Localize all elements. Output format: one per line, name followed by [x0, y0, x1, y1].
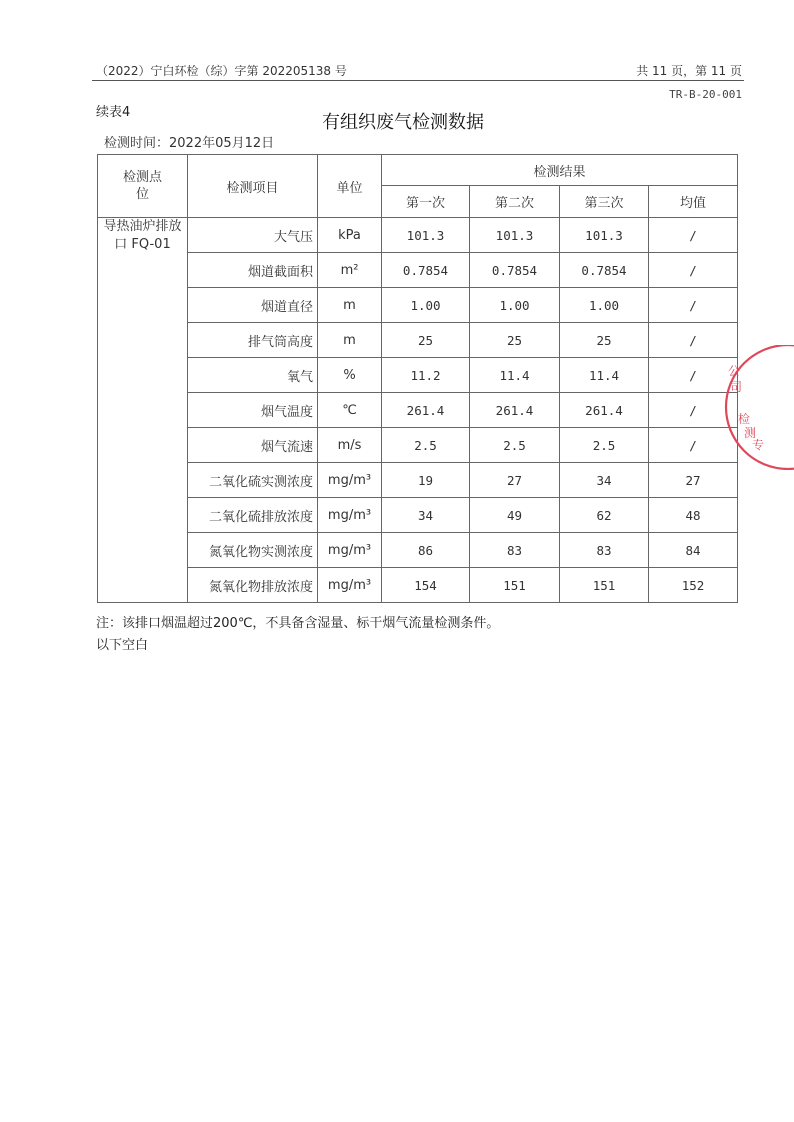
item-cell: 大气压 — [188, 218, 318, 253]
table-row — [98, 218, 738, 253]
first-value-cell: 11.2 — [382, 358, 470, 393]
test-date: 检测时间：2022年05月12日 — [104, 136, 275, 151]
first-value-cell: 86 — [382, 533, 470, 568]
first-value-cell: 1.00 — [382, 288, 470, 323]
first-value-cell: 101.3 — [382, 218, 470, 253]
average-value-cell: / — [649, 428, 738, 463]
location-cell: 导热油炉排放口 FQ-01 — [98, 218, 188, 603]
average-value-cell: / — [649, 393, 738, 428]
seal-glyph: 司 — [730, 380, 743, 394]
average-value-cell: / — [649, 358, 738, 393]
second-value-cell: 49 — [470, 498, 560, 533]
seal-glyph: 检 — [738, 412, 751, 426]
unit-cell: m — [318, 323, 382, 358]
header-first: 第一次 — [382, 186, 470, 218]
unit-cell: mg/m³ — [318, 533, 382, 568]
unit-cell: mg/m³ — [318, 568, 382, 603]
item-cell: 二氧化硫排放浓度 — [188, 498, 318, 533]
second-value-cell: 151 — [470, 568, 560, 603]
third-value-cell: 83 — [560, 533, 649, 568]
table-row — [98, 323, 738, 358]
third-value-cell: 62 — [560, 498, 649, 533]
unit-cell: ℃ — [318, 393, 382, 428]
item-cell: 二氧化硫实测浓度 — [188, 463, 318, 498]
third-value-cell: 261.4 — [560, 393, 649, 428]
item-cell: 排气筒高度 — [188, 323, 318, 358]
company-seal-stamp — [700, 345, 794, 470]
report-number: （2022）宁白环检（综）字第 202205138 号 — [96, 64, 347, 78]
second-value-cell: 2.5 — [470, 428, 560, 463]
average-value-cell: 84 — [649, 533, 738, 568]
measurement-table — [97, 154, 741, 603]
item-cell: 氧气 — [188, 358, 318, 393]
item-cell: 烟道截面积 — [188, 253, 318, 288]
item-cell: 烟气温度 — [188, 393, 318, 428]
third-value-cell: 101.3 — [560, 218, 649, 253]
second-value-cell: 1.00 — [470, 288, 560, 323]
second-value-cell: 261.4 — [470, 393, 560, 428]
table-row — [98, 288, 738, 323]
page-title: 有组织废气检测数据 — [322, 112, 484, 133]
item-cell: 氮氧化物排放浓度 — [188, 568, 318, 603]
second-value-cell: 101.3 — [470, 218, 560, 253]
first-value-cell: 2.5 — [382, 428, 470, 463]
header-location: 检测点位 — [98, 155, 188, 218]
table-row — [98, 533, 738, 568]
item-cell: 烟气流速 — [188, 428, 318, 463]
third-value-cell: 1.00 — [560, 288, 649, 323]
page-info: 共 11 页，第 11 页 — [636, 64, 742, 78]
header-item: 检测项目 — [188, 155, 318, 218]
average-value-cell: / — [649, 218, 738, 253]
footnote: 注：该排口烟温超过200℃，不具备含湿量、标干烟气流量检测条件。 — [96, 616, 500, 631]
average-value-cell: 48 — [649, 498, 738, 533]
header-second: 第二次 — [470, 186, 560, 218]
unit-cell: m² — [318, 253, 382, 288]
first-value-cell: 34 — [382, 498, 470, 533]
table-row — [98, 358, 738, 393]
header-unit: 单位 — [318, 155, 382, 218]
document-code: TR-B-20-001 — [669, 88, 742, 101]
third-value-cell: 25 — [560, 323, 649, 358]
second-value-cell: 25 — [470, 323, 560, 358]
seal-glyph: 专 — [752, 438, 765, 452]
unit-cell: mg/m³ — [318, 498, 382, 533]
table-row — [98, 428, 738, 463]
continued-label: 续表4 — [96, 105, 131, 120]
third-value-cell: 0.7854 — [560, 253, 649, 288]
unit-cell: % — [318, 358, 382, 393]
first-value-cell: 19 — [382, 463, 470, 498]
average-value-cell: / — [649, 323, 738, 358]
average-value-cell: / — [649, 288, 738, 323]
average-value-cell: 27 — [649, 463, 738, 498]
table-row — [98, 498, 738, 533]
second-value-cell: 27 — [470, 463, 560, 498]
item-cell: 烟道直径 — [188, 288, 318, 323]
third-value-cell: 34 — [560, 463, 649, 498]
header-third: 第三次 — [560, 186, 649, 218]
table-row — [98, 463, 738, 498]
unit-cell: mg/m³ — [318, 463, 382, 498]
second-value-cell: 83 — [470, 533, 560, 568]
first-value-cell: 25 — [382, 323, 470, 358]
average-value-cell: 152 — [649, 568, 738, 603]
header-average: 均值 — [649, 186, 738, 218]
table-row — [98, 568, 738, 603]
first-value-cell: 261.4 — [382, 393, 470, 428]
third-value-cell: 151 — [560, 568, 649, 603]
header-divider — [92, 80, 744, 81]
second-value-cell: 11.4 — [470, 358, 560, 393]
header-results: 检测结果 — [382, 155, 738, 186]
blank-below-label: 以下空白 — [96, 638, 149, 653]
first-value-cell: 0.7854 — [382, 253, 470, 288]
average-value-cell: / — [649, 253, 738, 288]
seal-glyph: 测 — [744, 426, 757, 440]
unit-cell: m/s — [318, 428, 382, 463]
first-value-cell: 154 — [382, 568, 470, 603]
seal-glyph: 公 — [728, 364, 741, 378]
item-cell: 氮氧化物实测浓度 — [188, 533, 318, 568]
table-row — [98, 393, 738, 428]
table-row — [98, 253, 738, 288]
unit-cell: m — [318, 288, 382, 323]
unit-cell: kPa — [318, 218, 382, 253]
third-value-cell: 2.5 — [560, 428, 649, 463]
second-value-cell: 0.7854 — [470, 253, 560, 288]
third-value-cell: 11.4 — [560, 358, 649, 393]
